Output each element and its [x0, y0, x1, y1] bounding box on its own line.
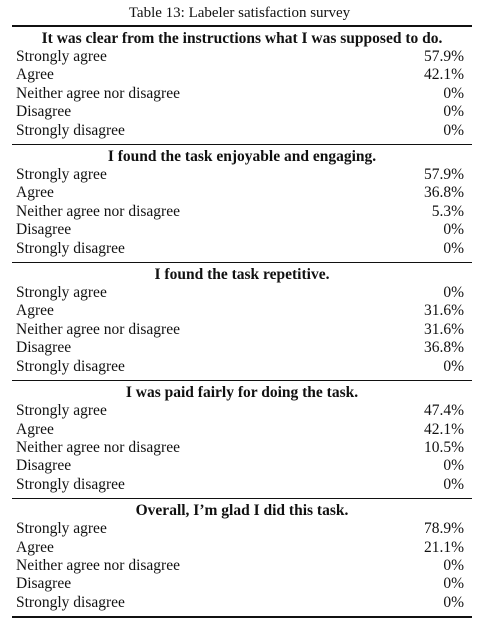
row-value: 42.1%: [423, 420, 464, 438]
table-caption: Table 13: Labeler satisfaction survey: [128, 5, 351, 21]
table-row: [12, 166, 472, 184]
table-row: [12, 457, 472, 475]
row-label: Neither agree nor disagree: [16, 202, 180, 220]
row-label: Strongly disagree: [16, 239, 125, 257]
section-title: I found the task enjoyable and engaging.: [107, 148, 377, 166]
table-row: [12, 594, 472, 612]
table-row: [12, 221, 472, 239]
table-row: [12, 476, 472, 494]
table-row: [12, 302, 472, 320]
row-label: Strongly agree: [16, 402, 107, 420]
table-row: [12, 184, 472, 202]
row-label: Neither agree nor disagree: [16, 556, 180, 574]
table-row: [12, 321, 472, 339]
table-row: [12, 421, 472, 439]
row-value: 36.8%: [423, 339, 464, 357]
row-value: 36.8%: [423, 184, 464, 202]
row-value: 47.4%: [423, 402, 464, 420]
section-title: It was clear from the instructions what I was supposed to do.: [41, 30, 443, 47]
row-label: Agree: [16, 184, 54, 202]
row-label: Agree: [16, 538, 54, 556]
table-row: [12, 240, 472, 258]
row-value: 57.9%: [423, 166, 464, 184]
row-value: 0%: [443, 457, 464, 475]
row-value: 0%: [443, 357, 464, 375]
table-row: [12, 85, 472, 103]
survey-section-instructions-clear: [12, 27, 472, 144]
row-value: 0%: [443, 556, 464, 574]
survey-section-paid-fairly: [12, 380, 472, 498]
row-value: 42.1%: [423, 66, 464, 84]
survey-section-overall-glad: [12, 498, 472, 616]
table-row: [12, 402, 472, 420]
row-label: Strongly disagree: [16, 121, 125, 139]
row-value: 0%: [443, 284, 464, 302]
table-row: [12, 539, 472, 557]
row-value: 10.5%: [423, 438, 464, 456]
row-value: 21.1%: [423, 538, 464, 556]
survey-section-enjoyable: [12, 144, 472, 262]
row-value: 0%: [443, 593, 464, 611]
table-row: [12, 339, 472, 357]
row-label: Strongly disagree: [16, 357, 125, 375]
row-label: Strongly disagree: [16, 593, 125, 611]
row-label: Agree: [16, 302, 54, 320]
row-value: 31.6%: [423, 302, 464, 320]
table-row: [12, 439, 472, 457]
table-row: [12, 203, 472, 221]
table-row: [12, 103, 472, 121]
row-label: Neither agree nor disagree: [16, 438, 180, 456]
row-label: Strongly agree: [16, 166, 107, 184]
survey-table: [12, 25, 472, 618]
row-label: Strongly disagree: [16, 475, 125, 493]
row-value: 0%: [443, 84, 464, 102]
row-value: 0%: [443, 121, 464, 139]
table-row: [12, 122, 472, 140]
section-title: Overall, I’m glad I did this task.: [135, 502, 349, 520]
row-value: 0%: [443, 103, 464, 121]
row-label: Strongly agree: [16, 48, 107, 65]
table-row: [12, 66, 472, 84]
row-value: 5.3%: [431, 202, 464, 220]
row-value: 0%: [443, 221, 464, 239]
survey-section-repetitive: [12, 262, 472, 380]
row-label: Agree: [16, 420, 54, 438]
table-row: [12, 575, 472, 593]
row-value: 78.9%: [423, 520, 464, 538]
row-label: Disagree: [16, 575, 72, 593]
row-value: 0%: [443, 575, 464, 593]
row-label: Disagree: [16, 457, 72, 475]
table-row: [12, 557, 472, 575]
row-value: 31.6%: [423, 320, 464, 338]
table-row: [12, 284, 472, 302]
row-label: Disagree: [16, 339, 72, 357]
row-label: Agree: [16, 66, 54, 84]
section-title: I was paid fairly for doing the task.: [125, 384, 359, 402]
section-title: I found the task repetitive.: [154, 266, 330, 284]
row-label: Disagree: [16, 221, 72, 239]
row-label: Strongly agree: [16, 520, 107, 538]
row-label: Neither agree nor disagree: [16, 84, 180, 102]
row-label: Neither agree nor disagree: [16, 320, 180, 338]
row-value: 0%: [443, 239, 464, 257]
row-value: 0%: [443, 475, 464, 493]
row-value: 57.9%: [423, 48, 464, 65]
table-row: [12, 48, 472, 66]
table-row: [12, 520, 472, 538]
row-label: Strongly agree: [16, 284, 107, 302]
row-label: Disagree: [16, 103, 72, 121]
table-row: [12, 358, 472, 376]
